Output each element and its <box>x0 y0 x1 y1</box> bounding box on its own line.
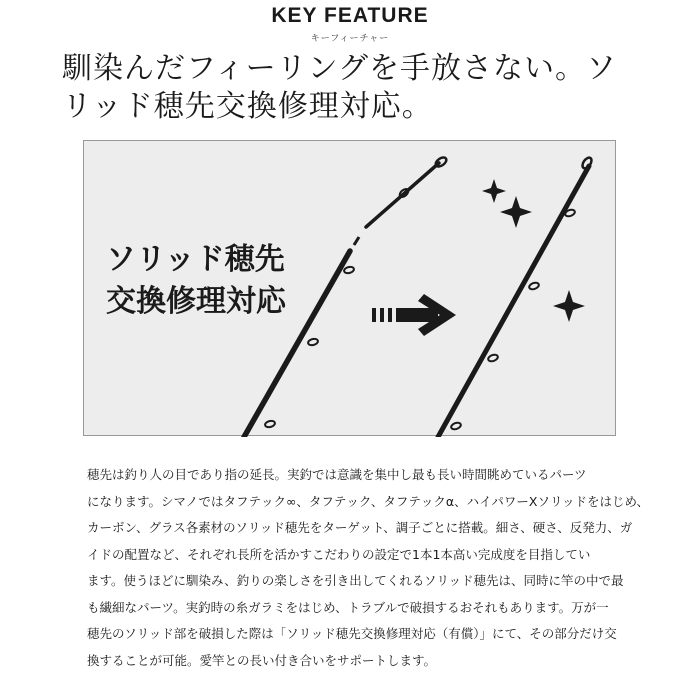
body-line: 穂先のソリッド部を破損した際は「ソリッド穂先交換修理対応（有償）」にて、その部分だけ交 <box>87 626 617 641</box>
body-paragraph <box>87 462 649 674</box>
illustration-label-line-1: ソリッド穂先 <box>106 242 285 277</box>
body-line: イドの配置など、それぞれ長所を活かすこだわりの設定で1本1本高い完成度を目指してい <box>87 546 591 562</box>
body-line: も繊細なパーツ。実釣時の糸ガラミをはじめ、トラブルで破損するおそれもあります。万が一 <box>87 599 609 615</box>
body-line: カーボン、グラス各素材のソリッド穂先をターゲット、調子ごとに搭載。細さ、硬さ、反発力、ガ <box>87 520 633 535</box>
right-arrow-icon <box>372 294 456 336</box>
headline-line-2: リッド穂先交換修理対応。 <box>62 89 433 124</box>
headline-line-1: 馴染んだフィーリングを手放さない。ソ <box>62 51 617 86</box>
headline <box>62 50 652 126</box>
body-line: になります。シマノではタフテック∞、タフテック、タフテックα、ハイパワーXソリッドをはじめ、 <box>87 493 649 509</box>
body-line: 換することが可能。愛竿との長い付き合いをサポートします。 <box>87 652 437 668</box>
body-line: 穂先は釣り人の目であり指の延長。実釣では意識を集中し最も長い時間眺めているパーツ <box>87 467 587 482</box>
rod-illustration-svg <box>84 141 617 437</box>
key-feature-subtitle: キーフィーチャー <box>310 34 390 44</box>
body-line: ます。使うほどに馴染み、釣りの楽しさを引き出してくれるソリッド穂先は、同時に竿の中で最 <box>87 573 624 588</box>
key-feature-title: KEY FEATURE <box>271 4 429 27</box>
rod-illustration <box>83 140 616 436</box>
illustration-label-line-2: 交換修理対応 <box>106 284 286 319</box>
